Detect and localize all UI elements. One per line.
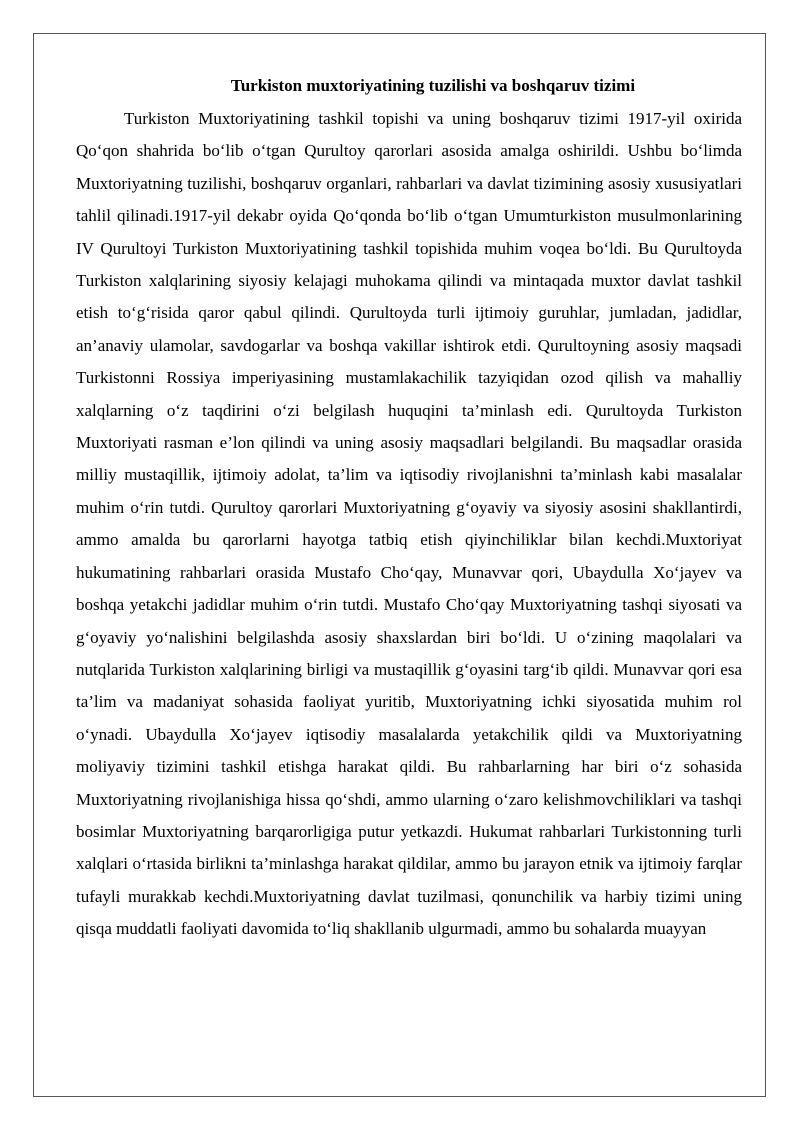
document-title: Turkiston muxtoriyatining tuzilishi va boshqaruv tizimi xyxy=(230,76,636,95)
title-container xyxy=(76,74,742,98)
body-paragraph: Turkiston Muxtoriyatining tashkil topishi va uning boshqaruv tizimi 1917-yil oxirida Qo‘qon shahrida bo‘lib o‘tgan Qurultoy qarorlari asosida amalga oshirildi. Ushbu bo‘limda Muxtoriyatning tuzilishi, boshqaruv organlari, rahbarlari va davlat tizimining asosiy xususiyatlari tahlil qilinadi.1917-yil dekabr oyida Qo‘qonda bo‘lib o‘tgan Umumturkiston musulmonlarining IV Qurultoyi Turkiston Muxtoriyatining tashkil topishida muhim voqea bo‘ldi. Bu Qurultoyda Turkiston xalqlarining siyosiy kelajagi muhokama qilindi va mintaqada muxtor davlat tashkil etish to‘g‘risida qaror qabul qilindi. Qurultoyda turli ijtimoiy guruhlar, jumladan, jadidlar, an’anaviy ulamolar, savdogarlar va boshqa vakillar ishtirok etdi. Qurultoyning asosiy maqsadi Turkistonni Rossiya imperiyasining mustamlakachilik tazyiqidan ozod qilish va mahalliy xalqlarning o‘z taqdirini o‘zi belgilash huquqini ta’minlash edi. Qurultoyda Turkiston Muxtoriyati rasman e’lon qilindi va uning asosiy maqsadlari belgilandi. Bu maqsadlar orasida milliy mustaqillik, ijtimoiy adolat, ta’lim va iqtisodiy rivojlanishni ta’minlash kabi masalalar muhim o‘rin tutdi. Qurultoy qarorlari Muxtoriyatning g‘oyaviy va siyosiy asosini shakllantirdi, ammo amalda bu qarorlarni hayotga tatbiq etish qiyinchiliklar bilan kechdi.Muxtoriyat hukumatining rahbarlari orasida Mustafo Cho‘qay, Munavvar qori, Ubaydulla Xo‘jayev va boshqa yetakchi jadidlar muhim o‘rin tutdi. Mustafo Cho‘qay Muxtoriyatning tashqi siyosati va g‘oyaviy yo‘nalishini belgilashda asosiy shaxslardan biri bo‘ldi. U o‘zining maqolalari va nutqlarida Turkiston xalqlarining birligi va mustaqillik g‘oyasini targ‘ib qildi. Munavvar qori esa ta’lim va madaniyat sohasida faoliyat yuritib, Muxtoriyatning ichki siyosatida muhim rol o‘ynadi. Ubaydulla Xo‘jayev iqtisodiy masalalarda yetakchilik qildi va Muxtoriyatning moliyaviy tizimini tashkil etishga harakat qildi. Bu rahbarlarning har biri o‘z sohasida Muxtoriyatning rivojlanishiga hissa qo‘shdi, ammo ularning o‘zaro kelishmovchiliklari va tashqi bosimlar Muxtoriyatning barqarorligiga putur yetkazdi. Hukumat rahbarlari Turkistonning turli xalqlari o‘rtasida birlikni ta’minlashga harakat qildilar, ammo bu jarayon etnik va ijtimoiy farqlar tufayli murakkab kechdi.Muxtoriyatning davlat tuzilmasi, qonunchilik va harbiy tizimi uning qisqa muddatli faoliyati davomida to‘liq shakllanib ulgurmadi, ammo bu sohalarda muayyan xyxy=(76,109,742,939)
